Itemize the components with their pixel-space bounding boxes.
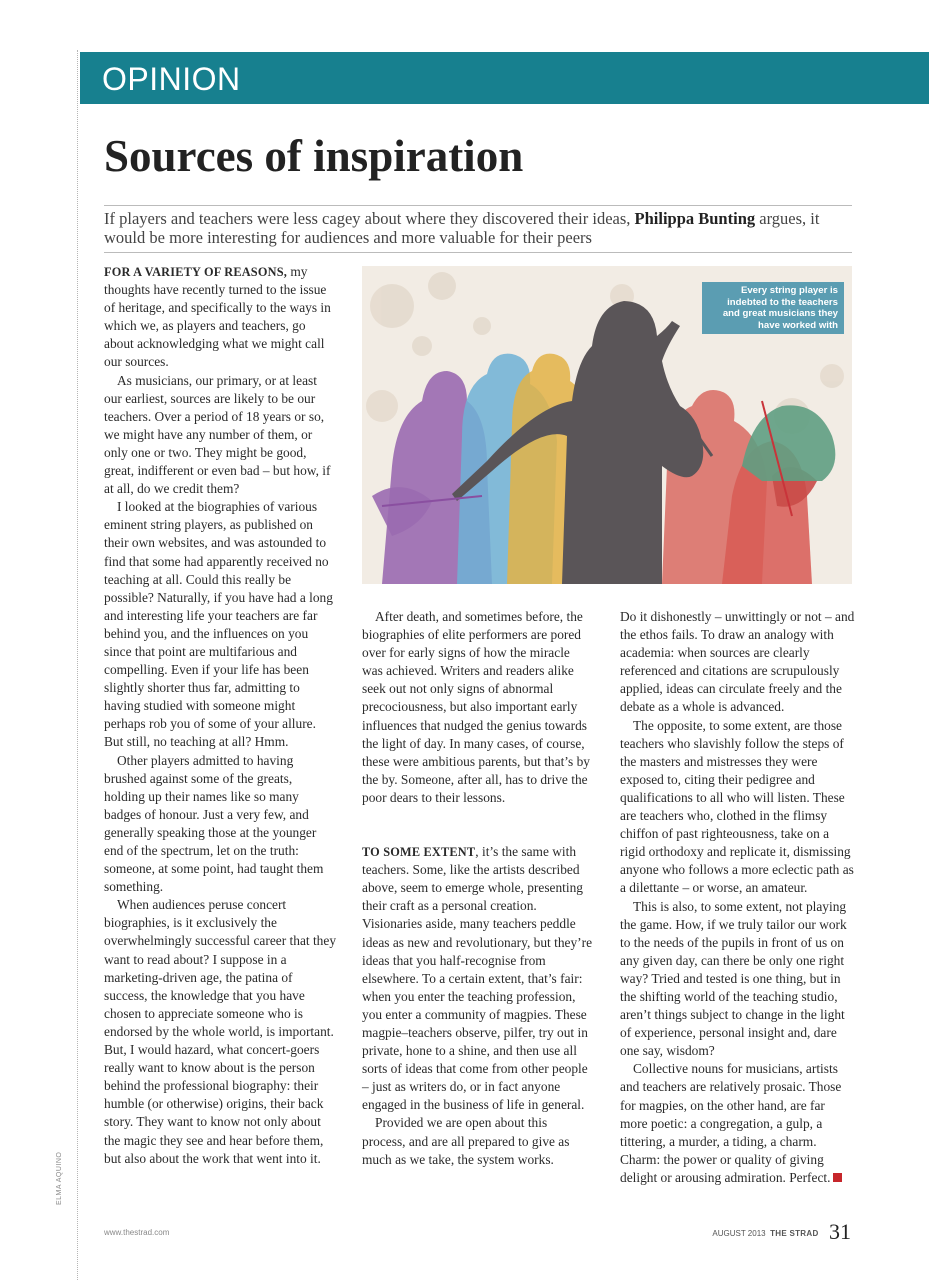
paragraph-3: I looked at the biographies of various eminent string players, as published on their own websites, and was astounded to find that some had apparently received no teaching at all. Could this really be possible? Naturally, if you have had a long and interesting life your teachers are far behind you, and the influences on you since that point are multifarious and compelling. Even if your life has been slightly shorter thus far, admitting to having studied with someone might perhaps rob you of some of your allure. But still, no teaching at all? Hmm. bbox=[104, 499, 333, 750]
paragraph-7-text: , it’s the same with teachers. Some, like the artists described above, seem to emerge whole, presenting their craft as a personal creation. Visionaries aside, many teachers peddle ideas as new and revolutionary, but they’re ideas that you half-recognise from elsewhere. To a certain extent, that’s fair: when you enter the teaching profession, you enter a community of magpies. These magpie–teachers observe, pilfer, try out in private, hone to a shine, and then use all sorts of ideas that come from other people – just as writers do, or in fact anyone engaged in the business of life in general. bbox=[362, 844, 593, 1113]
paragraph-2: As musicians, our primary, or at least our earliest, sources are likely to be our teachers. Over a period of 18 years or so, we might have any number of them, or only one or two. They might be good, great, indifferent or even bad – but how, if at all, do we credit them? bbox=[104, 372, 331, 497]
section-banner bbox=[80, 52, 929, 104]
section-lead: TO SOME EXTENT bbox=[362, 845, 476, 860]
paragraph-5: When audiences peruse concert biographies, is it exclusively the overwhelmingly successful career that they want to read about? I suppose in a marketing-driven age, the patina of success, the knowledge that you have chosen to appreciate someone who is endorsed by the whole world, is important. But, I would hazard, what concert-goers really want to know about is the person behind the professional biography: their humble (or otherwise) origins, their back story. They want to know not only about the magic they see and hear before them, but also about the work that went into it. bbox=[104, 897, 337, 1166]
article-column-1 bbox=[104, 263, 336, 1168]
standfirst-text-before: If players and teachers were less cagey about where they discovered their ideas, bbox=[104, 209, 635, 228]
paragraph-4: Other players admitted to having brushed against some of the greats, holding up their names like so many badges of honour. Just a very few, and generally speaking those at the younger end of the spectrum, let on the truth: someone, at some point, had taught them something. bbox=[104, 752, 324, 895]
article-title: Sources of inspiration bbox=[104, 131, 524, 181]
paragraph-12 bbox=[620, 1060, 855, 1187]
photo-credit: ELMA AQUINO bbox=[56, 1151, 63, 1205]
illustration bbox=[362, 266, 852, 584]
paragraph-6: After death, and sometimes before, the biographies of elite performers are pored over for early signs of how the miracle was achieved. Writers and readers alike seek out not only signs of abnormal precociousness, but also important early influences that nudged the genius towards the light of day. In many cases, of course, these were ambitious parents, but that’s by the by. Someone, after all, has to drive the poor dears to their lessons. bbox=[362, 609, 590, 805]
margin-dotted-line bbox=[77, 50, 78, 1280]
drop-lead: FOR A VARIETY OF REASONS, bbox=[104, 265, 288, 279]
magazine-name: THE STRAD bbox=[770, 1229, 819, 1238]
paragraph-9: Do it dishonestly – unwittingly or not – and the ethos fails. To draw an analogy with academia: when sources are clearly referenced and citations are scrupulously applied, ideas can circulate freely and the debate as a whole is advanced. bbox=[620, 609, 855, 715]
footer-url[interactable]: www.thestrad.com bbox=[104, 1228, 170, 1237]
article-column-2 bbox=[362, 608, 594, 1169]
paragraph-7 bbox=[362, 843, 594, 1114]
standfirst bbox=[104, 205, 852, 253]
paragraph-1-text: my thoughts have recently turned to the issue of heritage, and specifically to the ways in which we, as players and teachers, go about acknowledging what we might call our sources. bbox=[104, 264, 331, 370]
page-number: 31 bbox=[829, 1219, 851, 1244]
issue-date: AUGUST 2013 bbox=[712, 1229, 766, 1238]
image-caption: Every string player is indebted to the teachers and great musicians they have worked with bbox=[702, 282, 844, 334]
paragraph-12-text: Collective nouns for musicians, artists and teachers are relatively prosaic. Those for magpies, on the other hand, are far more poetic: a congregation, a gulp, a tittering, a murder, a tiding, a charm. Charm: the power or quality of giving delight or arousing admiration. Perfect. bbox=[620, 1061, 842, 1185]
standfirst-text-after: argues, it would be more interesting for audiences and more valuable for their peers bbox=[104, 209, 820, 247]
paragraph-10: The opposite, to some extent, are those teachers who slavishly follow the steps of the masters and mistresses they were exposed to, citing their pedigree and qualifications to all who will listen. These are teachers who, clothed in the flimsy chiffon of past righteousness, take on a rigid orthodoxy and replicate it, dismissing anyone who follows a more eclectic path as a dilettante – or worse, an amateur. bbox=[620, 717, 854, 896]
paragraph-1 bbox=[104, 263, 336, 372]
paragraph-8: Provided we are open about this process, and are all prepared to give as much as we take, the system works. bbox=[362, 1115, 570, 1167]
footer-folio bbox=[712, 1219, 851, 1245]
end-mark bbox=[833, 1173, 842, 1182]
section-label: OPINION bbox=[102, 61, 241, 97]
author-name: Philippa Bunting bbox=[634, 209, 756, 228]
article-column-3 bbox=[620, 608, 855, 1187]
paragraph-11: This is also, to some extent, not playing the game. How, if we truly tailor our work to the needs of the pupils in front of us on any given day, can there be only one right way? Tried and tested is one thing, but in the shifting world of the teaching studio, aren’t things subject to change in the light of experience, personal insight and, dare one say, wisdom? bbox=[620, 898, 847, 1059]
